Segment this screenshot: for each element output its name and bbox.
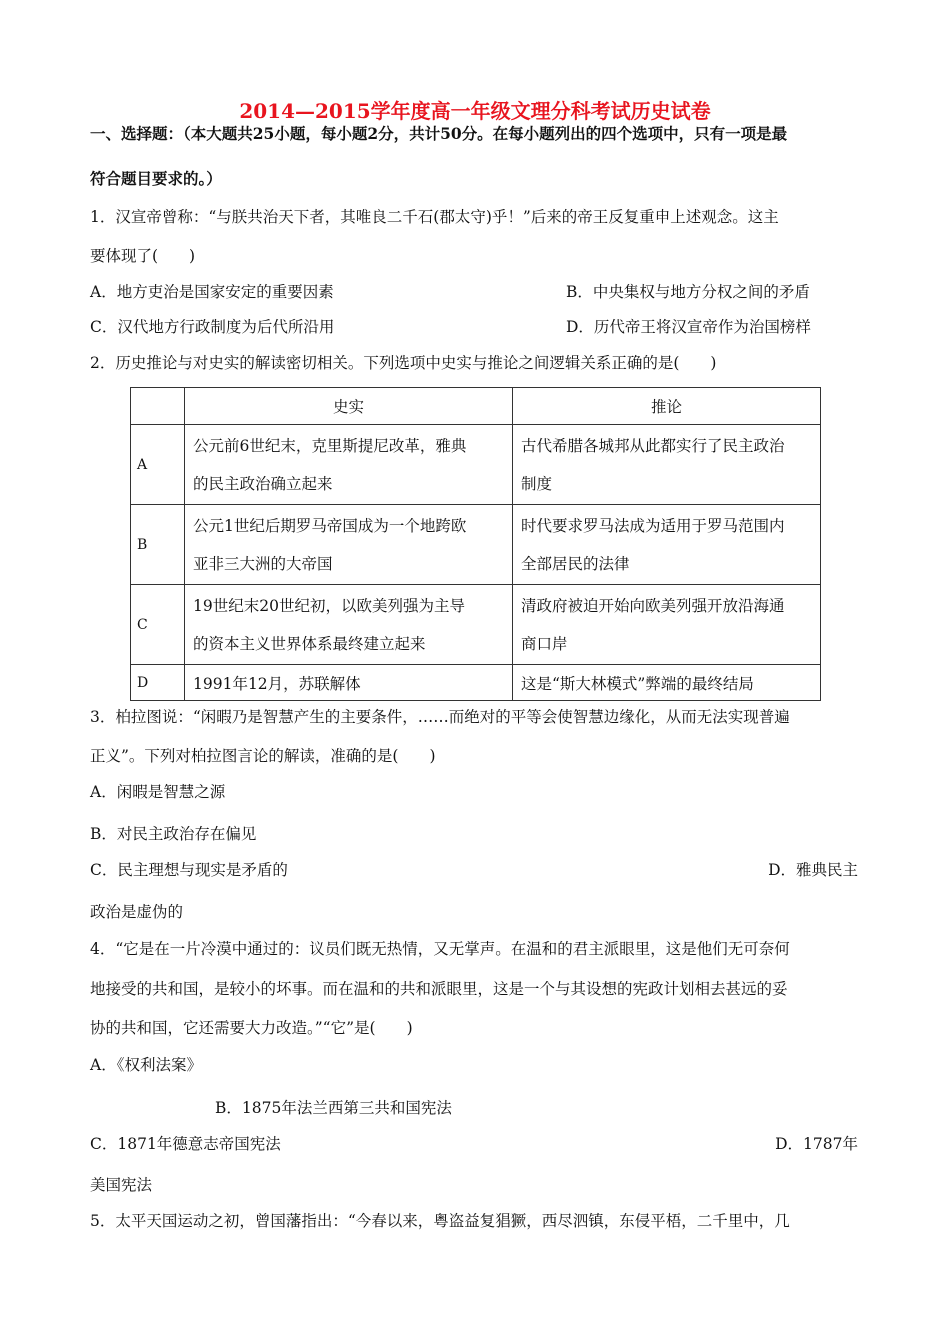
fact-line: 公元1世纪后期罗马帝国成为一个地跨欧 bbox=[193, 516, 467, 535]
table-header-fact: 史实 bbox=[185, 388, 513, 425]
inference-cell bbox=[513, 505, 821, 585]
inference-cell: 这是“斯大林模式”弊端的最终结局 bbox=[513, 665, 821, 701]
table-row bbox=[131, 425, 821, 505]
fact-line: 公元前6世纪末，克里斯提尼改革，雅典 bbox=[193, 436, 467, 455]
table-header-blank bbox=[131, 388, 185, 425]
q1-option-b: B．中央集权与地方分权之间的矛盾 bbox=[566, 283, 810, 301]
table-row bbox=[131, 505, 821, 585]
section-heading-line2: 符合题目要求的。） bbox=[90, 169, 222, 188]
q2-table bbox=[130, 387, 821, 701]
inference-line: 商口岸 bbox=[521, 634, 568, 653]
q4-stem-line1: 4．“它是在一片冷漠中通过的：议员们既无热情，又无掌声。在温和的君主派眼里，这是他们无可奈何 bbox=[90, 940, 790, 958]
q4-option-d-continued: 美国宪法 bbox=[90, 1176, 153, 1194]
q1-stem-line2: 要体现了( ) bbox=[90, 247, 196, 265]
fact-line: 亚非三大洲的大帝国 bbox=[193, 554, 333, 573]
q1-option-a: A．地方吏治是国家安定的重要因素 bbox=[90, 283, 334, 301]
q1-stem-line1: 1．汉宣帝曾称：“与朕共治天下者，其唯良二千石(郡太守)乎！”后来的帝王反复重申上述观念。这主 bbox=[90, 208, 779, 226]
inference-line: 古代希腊各城邦从此都实行了民主政治 bbox=[521, 436, 785, 455]
inference-cell bbox=[513, 585, 821, 665]
q3-stem-line1: 3．柏拉图说：“闲暇乃是智慧产生的主要条件，……而绝对的平等会使智慧边缘化，从而无法实现普遍 bbox=[90, 708, 790, 726]
q3-option-b: B．对民主政治存在偏见 bbox=[90, 825, 257, 843]
fact-cell bbox=[185, 585, 513, 665]
row-label: A bbox=[131, 425, 185, 505]
fact-cell: 1991年12月，苏联解体 bbox=[185, 665, 513, 701]
q3-option-d: D．雅典民主 bbox=[768, 861, 858, 879]
row-label: D bbox=[131, 665, 185, 701]
table-row bbox=[131, 585, 821, 665]
inference-cell bbox=[513, 425, 821, 505]
q3-option-c: C．民主理想与现实是矛盾的 bbox=[90, 861, 288, 879]
inference-line: 制度 bbox=[521, 474, 553, 493]
q4-stem-line3: 协的共和国，它还需要大力改造。”“它”是( ) bbox=[90, 1019, 413, 1037]
row-label: C bbox=[131, 585, 185, 665]
section-heading-line1: 一、选择题：（本大题共25小题，每小题2分，共计50分。在每小题列出的四个选项中，只有一项是最 bbox=[90, 124, 788, 143]
inference-line: 清政府被迫开始向欧美列强开放沿海通 bbox=[521, 596, 785, 615]
fact-line: 的民主政治确立起来 bbox=[193, 474, 333, 493]
table-header-row bbox=[131, 388, 821, 425]
q4-option-a: A．《权利法案》 bbox=[90, 1056, 202, 1074]
q3-stem-line2: 正义”。下列对柏拉图言论的解读，准确的是( ) bbox=[90, 747, 436, 765]
q1-option-d: D．历代帝王将汉宣帝作为治国榜样 bbox=[566, 318, 811, 336]
page-title: 2014—2015学年度高一年级文理分科考试历史试卷 bbox=[239, 99, 711, 123]
q4-option-c: C．1871年德意志帝国宪法 bbox=[90, 1135, 281, 1153]
q3-option-d-continued: 政治是虚伪的 bbox=[90, 903, 184, 921]
q4-stem-line2: 地接受的共和国，是较小的坏事。而在温和的共和派眼里，这是一个与其设想的宪政计划相去甚远的妥 bbox=[90, 980, 788, 998]
inference-line: 全部居民的法律 bbox=[521, 554, 630, 573]
table-row bbox=[131, 665, 821, 701]
fact-line: 的资本主义世界体系最终建立起来 bbox=[193, 634, 426, 653]
q4-option-b: B．1875年法兰西第三共和国宪法 bbox=[215, 1099, 452, 1117]
inference-line: 时代要求罗马法成为适用于罗马范围内 bbox=[521, 516, 785, 535]
q3-option-a: A．闲暇是智慧之源 bbox=[90, 783, 226, 801]
fact-cell bbox=[185, 505, 513, 585]
row-label: B bbox=[131, 505, 185, 585]
fact-line: 19世纪末20世纪初，以欧美列强为主导 bbox=[193, 596, 465, 615]
q1-option-c: C．汉代地方行政制度为后代所沿用 bbox=[90, 318, 335, 336]
q2-stem: 2．历史推论与对史实的解读密切相关。下列选项中史实与推论之间逻辑关系正确的是( ) bbox=[90, 354, 717, 372]
q4-option-d: D．1787年 bbox=[775, 1135, 858, 1153]
q5-stem-line1: 5．太平天国运动之初，曾国藩指出：“今春以来，粤盗益复猖獗，西尽泗镇，东侵平梧，二千里中，几 bbox=[90, 1212, 790, 1230]
fact-cell bbox=[185, 425, 513, 505]
table-header-inference: 推论 bbox=[513, 388, 821, 425]
